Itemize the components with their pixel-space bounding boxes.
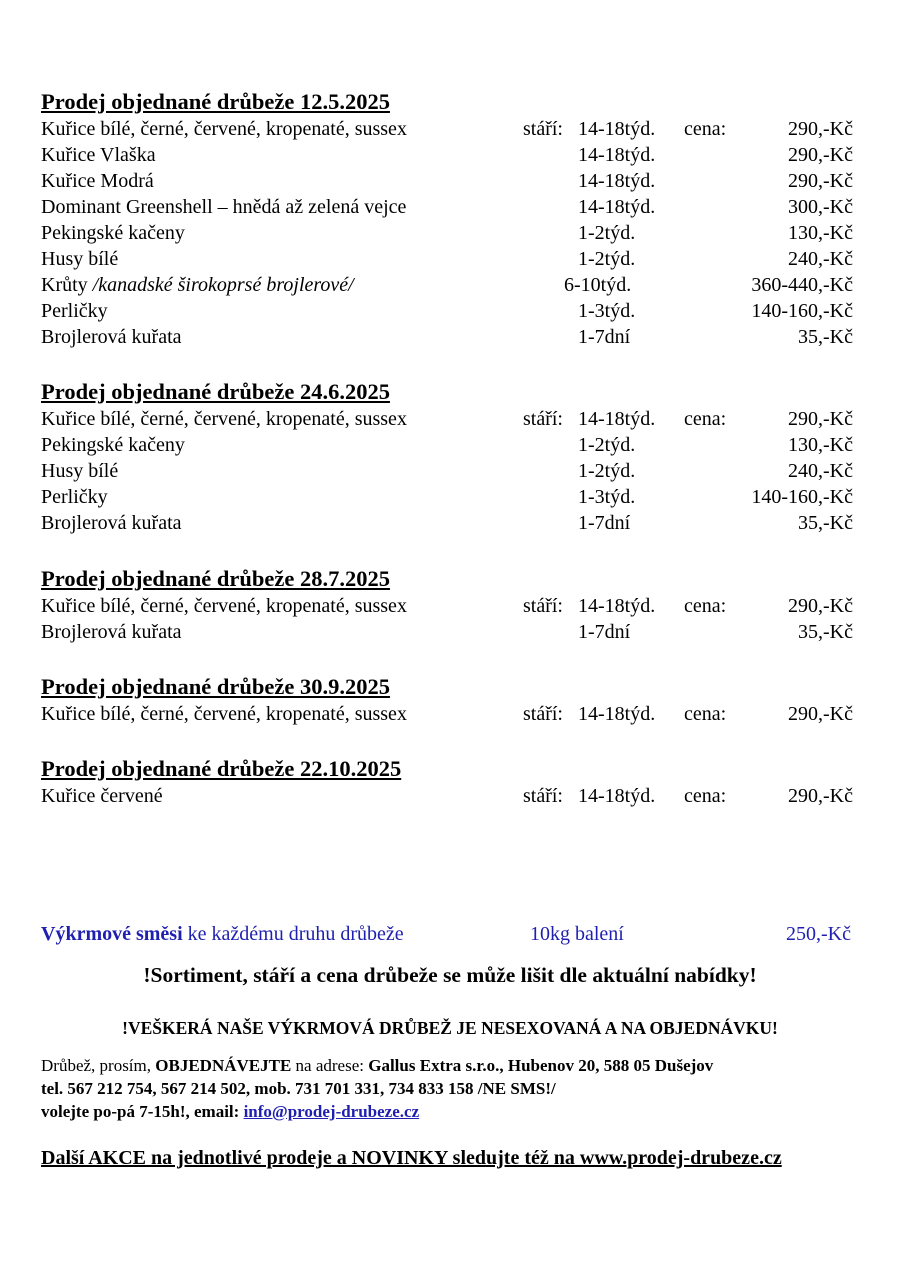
product-name: Kuřice bílé, černé, červené, kropenaté, sussex [41,408,407,430]
product-name: Perličky [41,300,108,322]
product-name: Kuřice bílé, černé, červené, kropenaté, sussex [41,595,407,617]
age-label: stáří: [523,118,563,140]
product-age: 1-3týd. [578,300,636,322]
order-emphasis: OBJEDNÁVEJTE [155,1056,292,1075]
table-row [41,246,861,272]
feed-mix-row [41,920,861,948]
contact-line-email [41,1100,871,1123]
price-label: cena: [684,785,727,807]
table-row [41,619,861,645]
feed-package: 10kg balení [530,923,624,945]
product-age: 14-18týd. [578,785,656,807]
contact-line-phone [41,1077,871,1100]
table-row [41,432,861,458]
contact-line-address [41,1054,871,1077]
table-row [41,220,861,246]
email-link[interactable]: info@prodej-drubeze.cz [243,1102,420,1121]
table-row [41,458,861,484]
product-price: 300,-Kč [788,196,853,218]
assortment-notice: !Sortiment, stáří a cena drůbeže se může lišit dle aktuální nabídky! [143,963,757,987]
product-age: 6-10týd. [564,274,632,296]
section-title: Prodej objednané drůbeže 22.10.2025 [41,756,402,781]
contact-block [41,1054,871,1123]
product-name: Krůty [41,274,88,296]
product-age: 14-18týd. [578,595,656,617]
product-name: Pekingské kačeny [41,222,185,244]
product-note: /kanadské širokoprsé brojlerové/ [92,274,354,296]
unsexed-notice: !VEŠKERÁ NAŠE VÝKRMOVÁ DRŮBEŽ JE NESEXOVANÁ A NA OBJEDNÁVKU! [122,1018,778,1038]
sale-section-28-7 [41,565,861,645]
sale-section-12-5 [41,88,861,350]
product-name: Husy bílé [41,248,119,270]
call-hours: volejte po-pá 7-15h!, email: [41,1102,244,1121]
table-row [41,406,861,432]
contact-text: na adrese: [291,1056,369,1075]
feed-bold-label: Výkrmové směsi [41,923,183,945]
feed-price: 250,-Kč [786,923,851,945]
product-price: 35,-Kč [798,621,853,643]
price-label: cena: [684,703,727,725]
contact-text: Drůbež, prosím, [41,1056,156,1075]
product-price: 290,-Kč [788,785,853,807]
product-age: 14-18týd. [578,170,656,192]
section-title: Prodej objednané drůbeže 30.9.2025 [41,674,390,699]
product-name: Perličky [41,486,108,508]
feed-label [41,920,404,948]
table-row [41,116,861,142]
age-label: stáří: [523,785,563,807]
product-age: 14-18týd. [578,144,656,166]
product-price: 140-160,-Kč [751,486,853,508]
product-price: 360-440,-Kč [751,274,853,296]
table-row [41,298,861,324]
product-name: Dominant Greenshell – hnědá až zelená vejce [41,196,407,218]
product-price: 140-160,-Kč [751,300,853,322]
product-age: 1-2týd. [578,434,636,456]
product-age: 1-7dní [578,621,631,643]
product-age: 14-18týd. [578,408,656,430]
product-name: Kuřice Modrá [41,170,154,192]
price-label: cena: [684,408,727,430]
product-price: 240,-Kč [788,248,853,270]
table-row [41,142,861,168]
table-row [41,324,861,350]
product-price: 290,-Kč [788,118,853,140]
product-price: 290,-Kč [788,595,853,617]
product-price: 130,-Kč [788,222,853,244]
product-price: 290,-Kč [788,144,853,166]
feed-label-rest: ke každému druhu drůbeže [182,923,404,945]
product-age: 14-18týd. [578,196,656,218]
age-label: stáří: [523,595,563,617]
product-price: 35,-Kč [798,326,853,348]
age-label: stáří: [523,703,563,725]
table-row [41,701,861,727]
product-age: 14-18týd. [578,703,656,725]
company-address: Gallus Extra s.r.o., Hubenov 20, 588 05 Dušejov [368,1056,714,1075]
phone-numbers: tel. 567 212 754, 567 214 502, mob. 731 701 331, 734 833 158 /NE SMS!/ [41,1079,556,1098]
section-title: Prodej objednané drůbeže 12.5.2025 [41,89,390,114]
table-row [41,593,861,619]
product-name: Kuřice Vlaška [41,144,156,166]
table-row [41,272,861,298]
sale-section-30-9 [41,673,861,727]
table-row [41,783,861,809]
table-row [41,510,861,536]
table-row [41,194,861,220]
section-title: Prodej objednané drůbeže 24.6.2025 [41,379,390,404]
footer-website-note: Další AKCE na jednotlivé prodeje a NOVINKY sledujte též na www.prodej-drubeze.cz [41,1147,782,1169]
product-age: 1-7dní [578,512,631,534]
product-name: Husy bílé [41,460,119,482]
product-name: Pekingské kačeny [41,434,185,456]
sale-section-24-6 [41,378,861,536]
product-price: 35,-Kč [798,512,853,534]
product-price: 290,-Kč [788,170,853,192]
product-name: Brojlerová kuřata [41,326,182,348]
product-age: 1-2týd. [578,248,636,270]
table-row [41,168,861,194]
product-name: Brojlerová kuřata [41,512,182,534]
product-name: Kuřice bílé, černé, červené, kropenaté, sussex [41,118,407,140]
product-name-with-note [41,272,354,298]
price-label: cena: [684,118,727,140]
price-label: cena: [684,595,727,617]
product-price: 290,-Kč [788,703,853,725]
product-age: 1-2týd. [578,222,636,244]
product-name: Kuřice červené [41,785,163,807]
product-name: Kuřice bílé, černé, červené, kropenaté, sussex [41,703,407,725]
product-name: Brojlerová kuřata [41,621,182,643]
product-price: 290,-Kč [788,408,853,430]
section-title: Prodej objednané drůbeže 28.7.2025 [41,566,390,591]
product-age: 14-18týd. [578,118,656,140]
sale-section-22-10 [41,755,861,809]
age-label: stáří: [523,408,563,430]
product-price: 240,-Kč [788,460,853,482]
product-age: 1-2týd. [578,460,636,482]
product-price: 130,-Kč [788,434,853,456]
product-age: 1-7dní [578,326,631,348]
table-row [41,484,861,510]
product-age: 1-3týd. [578,486,636,508]
